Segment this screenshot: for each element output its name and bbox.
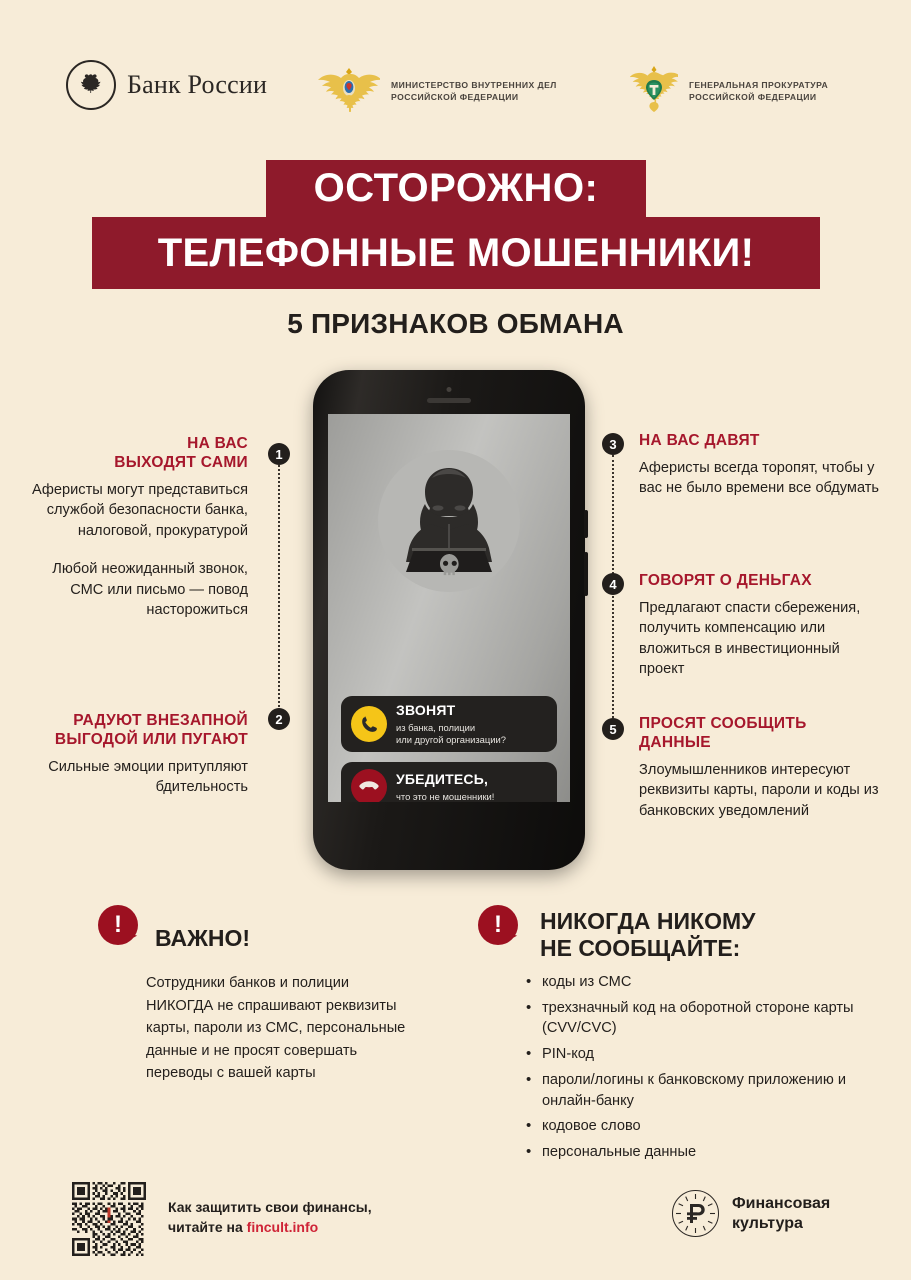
fincult-brand-label: Финансовая культура [732,1194,831,1232]
sign-item-3 [639,432,884,499]
hacker-silhouette-icon [378,450,520,592]
phone-camera-icon [447,387,452,392]
sign-item-2 [20,712,248,798]
footer-line-1: Как защитить свои финансы, [168,1199,372,1215]
list-item: • коды из СМС [524,972,864,993]
notification-text-call [396,702,506,745]
exclamation-mark-important: ! [114,911,122,938]
phone-speaker-icon [427,398,471,403]
list-item: • PIN-код [524,1044,864,1065]
important-body: Сотрудники банков и полиции НИКОГДА не спрашивают реквизиты карты, пароли из СМС, персональные данные и не просят совершать переводы с вашей карты [146,975,406,1082]
footer-line-2-prefix: читайте на [168,1219,247,1236]
phone-volume-down-button[interactable] [584,552,588,596]
logo-prosecutor-general [630,62,828,121]
phone-volume-up-button[interactable] [584,510,588,538]
mvd-label: МИНИСТЕРСТВО ВНУТРЕННИХ ДЕЛ РОССИЙСКОЙ ФЕДЕРАЦИИ [391,79,557,102]
sign-2-paragraph-1: Сильные эмоции притупляют бдительность [48,758,248,796]
phone-call-icon [351,706,387,742]
sign-4-heading: ГОВОРЯТ О ДЕНЬГАХ [639,572,812,589]
prosecutor-label: ГЕНЕРАЛЬНАЯ ПРОКУРАТУРА РОССИЙСКОЙ ФЕДЕРАЦИИ [689,79,829,102]
notification-card-verify[interactable] [341,762,557,802]
fincult-brand [672,1190,830,1237]
never-tell-heading: НИКОГДА НИКОМУ НЕ СООБЩАЙТЕ: [540,908,756,961]
title-line-2: ТЕЛЕФОННЫЕ МОШЕННИКИ! [157,230,755,275]
notification-text-verify [396,771,494,802]
qr-code-icon[interactable] [72,1182,146,1256]
badge-4: 4 [602,573,624,595]
connector-left [278,465,280,715]
sign-item-4 [639,572,889,680]
footer-text [168,1197,372,1238]
subtitle: 5 ПРИЗНАКОВ ОБМАНА [287,308,624,339]
fincult-link[interactable]: fincult.info [246,1219,319,1236]
list-item: • пароли/логины к банковскому приложению и онлайн-банку [524,1070,864,1111]
sign-1-heading: НА ВАС ВЫХОДЯТ САМИ [114,435,248,471]
ruble-clock-icon [672,1190,719,1237]
notification-sub-call: из банка, полиции или другой организации? [396,722,506,745]
title-line-1: ОСТОРОЖНО: [313,166,599,210]
list-item: • трехзначный код на оборотной стороне карты (CVV/CVC) [524,998,864,1039]
sign-5-paragraph-1: Злоумышленников интересуют реквизиты карты, пароли и коды из банковских уведомлений [639,761,879,819]
sign-3-paragraph-1: Аферисты всегда торопят, чтобы у вас не было времени все обдумать [639,459,880,497]
prosecutor-eagle-icon [630,62,678,121]
sign-4-paragraph-1: Предлагают спасти сбережения, получить компенсацию или вложиться в инвестиционный проект [639,599,861,678]
sign-5-heading: ПРОСЯТ СООБЩИТЬ ДАННЫЕ [639,715,807,751]
list-item: • персональные данные [524,1142,864,1163]
mvd-eagle-icon [318,62,380,121]
never-tell-list [524,972,864,1168]
sign-2-heading: РАДУЮТ ВНЕЗАПНОЙ ВЫГОДОЙ ИЛИ ПУГАЮТ [54,712,248,748]
exclamation-bubble-icon-never [478,905,518,945]
logo-bank-of-russia [66,60,267,110]
logo-mvd [318,62,557,121]
notification-card-call[interactable] [341,696,557,752]
double-eagle-icon [66,60,116,110]
sign-1-paragraph-2: Любой неожиданный звонок, СМС или письмо — повод насторожиться [52,561,248,618]
phone-screen [328,414,570,802]
notification-sub-verify: что это не мошенники! [396,791,495,802]
badge-1: 1 [268,443,290,465]
badge-2: 2 [268,708,290,730]
header-logos [0,58,911,124]
phone-hangup-icon [351,769,387,802]
badge-3: 3 [602,433,624,455]
sign-3-heading: НА ВАС ДАВЯТ [639,432,760,449]
exclamation-bubble-icon-important [98,905,138,945]
badge-5: 5 [602,718,624,740]
bank-of-russia-label: Банк России [127,70,268,99]
notification-title-verify: УБЕДИТЕСЬ, [396,771,489,788]
sign-item-5 [639,715,889,821]
exclamation-mark-never: ! [494,911,502,938]
sign-item-1 [20,435,248,620]
phone-illustration [313,370,585,870]
notification-title-call: ЗВОНЯТ [396,702,456,719]
important-heading: ВАЖНО! [155,925,251,951]
sign-1-paragraph-1: Аферисты могут представиться службой безопасности банка, налоговой, прокуратурой [32,481,248,539]
list-item: • кодовое слово [524,1116,864,1137]
